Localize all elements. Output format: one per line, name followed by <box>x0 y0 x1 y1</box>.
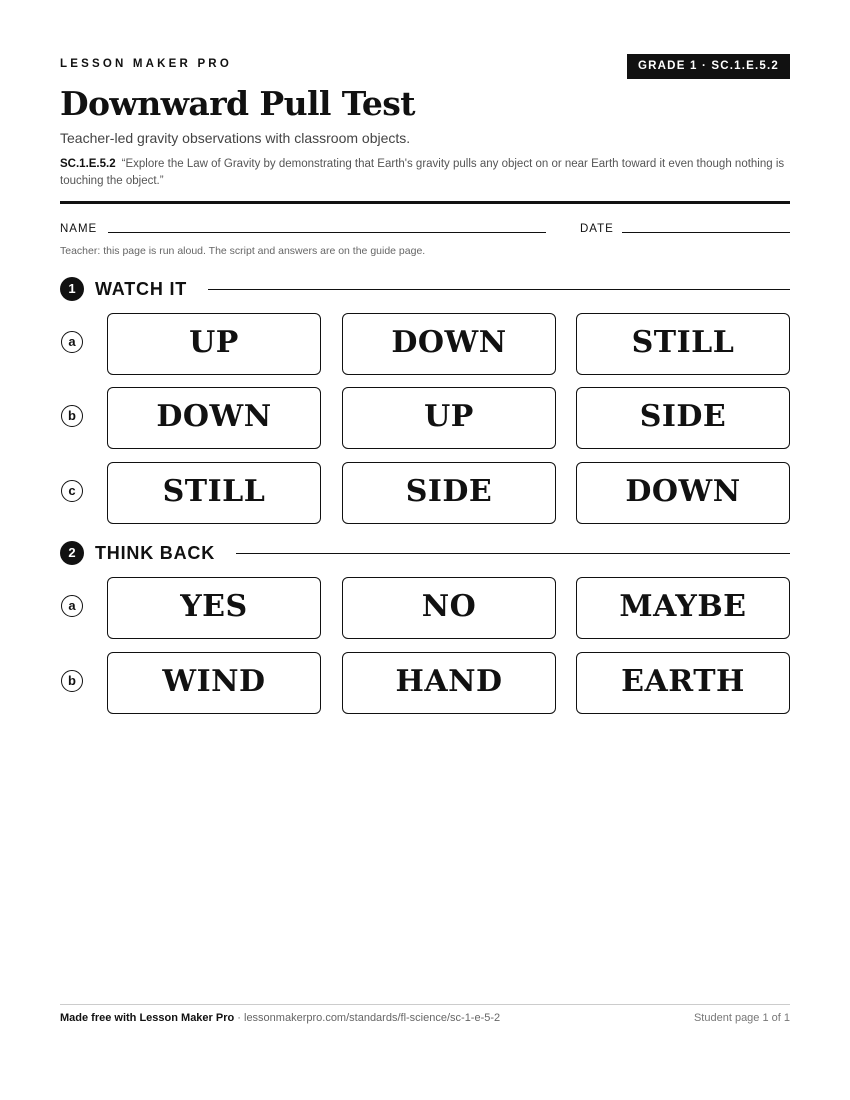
standard-code: SC.1.E.5.2 <box>60 158 116 170</box>
header-divider <box>60 201 790 204</box>
row-letter-badge: a <box>61 331 83 353</box>
answer-choice[interactable]: HAND <box>342 652 556 714</box>
footer-divider <box>60 1004 790 1005</box>
page-subtitle: Teacher-led gravity observations with classroom objects. <box>60 130 411 146</box>
answer-choice[interactable]: DOWN <box>576 462 790 524</box>
section-rule <box>236 553 790 554</box>
standard-description <box>60 156 790 190</box>
answer-choice[interactable]: DOWN <box>342 313 556 375</box>
answer-choice[interactable]: SIDE <box>576 387 790 449</box>
answer-choice[interactable]: UP <box>342 387 556 449</box>
question-row <box>60 462 790 524</box>
answer-choice[interactable]: UP <box>107 313 321 375</box>
row-letter-badge: b <box>61 405 83 427</box>
section-title: THINK BACK <box>95 543 215 563</box>
section-rule <box>208 289 790 290</box>
answer-choice[interactable]: YES <box>107 577 321 639</box>
section-title: WATCH IT <box>95 279 188 299</box>
standard-text: “Explore the Law of Gravity by demonstrating that Earth's gravity pulls any object on or near Earth toward it even though nothing is touching the object.” <box>60 158 785 187</box>
date-field[interactable] <box>622 232 790 233</box>
page-title: Downward Pull Test <box>60 84 415 123</box>
question-row <box>60 652 790 714</box>
section-number-badge: 2 <box>60 541 84 565</box>
answer-choice[interactable]: SIDE <box>342 462 556 524</box>
footer-separator: · <box>234 1012 244 1024</box>
question-row <box>60 577 790 639</box>
answer-choice[interactable]: WIND <box>107 652 321 714</box>
question-row <box>60 313 790 375</box>
teacher-note: Teacher: this page is run aloud. The script and answers are on the guide page. <box>60 245 426 257</box>
footer-credit <box>60 1012 500 1024</box>
answer-choice[interactable]: STILL <box>107 462 321 524</box>
brand-name: LESSON MAKER PRO <box>60 58 232 70</box>
name-label: NAME <box>60 223 98 235</box>
section-number-badge: 1 <box>60 277 84 301</box>
answer-choice[interactable]: NO <box>342 577 556 639</box>
answer-choice[interactable]: STILL <box>576 313 790 375</box>
grade-standard-badge: GRADE 1 · SC.1.E.5.2 <box>627 54 790 79</box>
worksheet-page <box>60 0 790 1100</box>
row-letter-badge: b <box>61 670 83 692</box>
footer-url-link[interactable]: lessonmakerpro.com/standards/fl-science/sc-1-e-5-2 <box>244 1012 501 1024</box>
footer-made-with: Made free with Lesson Maker Pro <box>60 1012 235 1024</box>
answer-choice[interactable]: DOWN <box>107 387 321 449</box>
section-think-back <box>60 541 790 565</box>
date-label: DATE <box>580 223 614 235</box>
question-row <box>60 387 790 449</box>
page-number: Student page 1 of 1 <box>693 1012 790 1024</box>
row-letter-badge: c <box>61 480 83 502</box>
row-letter-badge: a <box>61 595 83 617</box>
name-field[interactable] <box>108 232 546 233</box>
answer-choice[interactable]: EARTH <box>576 652 790 714</box>
answer-choice[interactable]: MAYBE <box>576 577 790 639</box>
section-watch-it <box>60 277 790 301</box>
